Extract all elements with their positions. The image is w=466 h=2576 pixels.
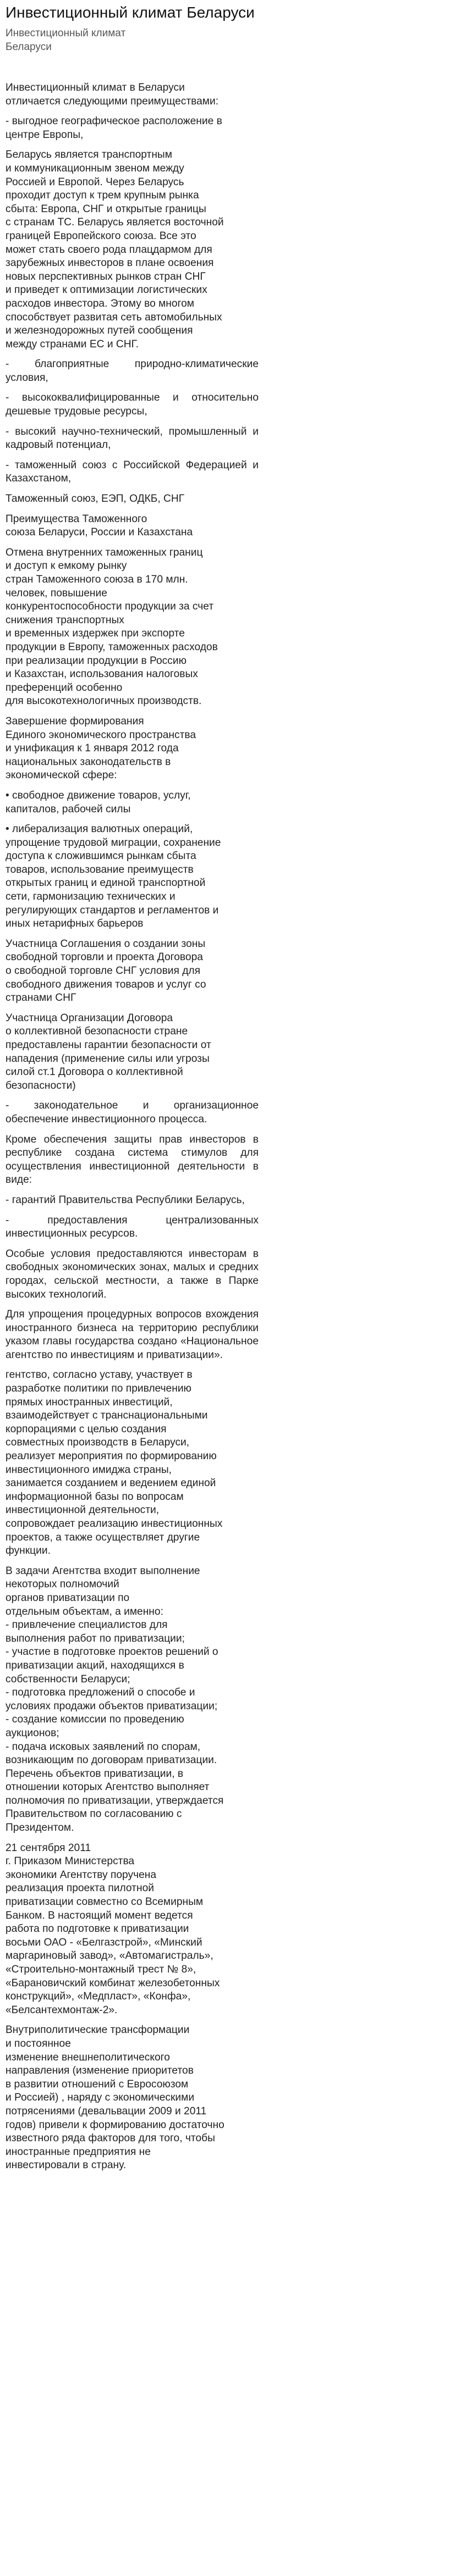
article-paragraph: гентство, согласно уставу, участвует в разработке политики по привлечению прямых иностранных инвестиций, взаимодействует с транснациональными корпорациями с целью создания совместных производств в Беларуси, реализует мероприятия по формированию инвестиционного имиджа страны, занимается созданием и ведением единой информационной базы по вопросам инвестиционной деятельности, сопровождает реализацию инвестиционных проектов, а также осуществляет другие функции.	[6, 1369, 223, 1557]
article-paragraph: Инвестиционный климат в Беларуси отличается следующими преимуществами:	[6, 82, 219, 107]
article-paragraph: • либерализация валютных операций, упрощение трудовой миграции, сохранение доступа к сложившимся рынкам сбыта товаров, использование преимуществ открытых границ и единой транспортной сети, гармонизацию технических и регулирующих стандартов и регламентов и иных нетарифных барьеров	[6, 823, 221, 930]
article-paragraph: Участница Организации Договора о коллективной безопасности стране предоставлены гарантии безопасности от нападения (применение силы или угрозы силой ст.1 Договора о коллективной безопасности)	[6, 1012, 211, 1092]
article-paragraph: Внутриполитические трансформации и постоянное изменение внешнеполитического направления (изменение приоритетов в развитии отношений с Евросоюзом и Россией) , наряду с экономическими потрясениями (девальвации 2009 и 2011 годов) привели к формированию достаточно известного ряда факторов для того, чтобы иностранные предприятия не инвестировали в страну.	[6, 2024, 224, 2171]
page-title: Инвестиционный климат Беларуси	[6, 4, 255, 21]
article-paragraph: 21 сентября 2011 г. Приказом Министерства экономики Агентству поручена реализация проекта пилотной приватизации совместно со Всемирным Банком. В настоящий момент ведется работа по подготовке к приватизации восьми ОАО - «Белгазстрой», «Минский маргариновый завод», «Автомагистраль», «Строительно-монтажный трест № 8», «Барановичский комбинат железобетонных конструкций», «Медпласт», «Конфа», «Белсантехмонтаж-2».	[6, 1842, 220, 2016]
article-paragraph: Преимущества Таможенного союза Беларуси, России и Казахстана	[6, 513, 193, 539]
article-paragraph: - высококвалифицированные и относительно дешевые трудовые ресурсы,	[6, 392, 259, 418]
article-paragraph: - предоставления централизованных инвестиционных ресурсов.	[6, 1214, 259, 1240]
article-paragraph: - высокий научно-технический, промышленный и кадровый потенциал,	[6, 425, 259, 451]
article-paragraph: Для упрощения процедурных вопросов вхождения иностранного бизнеса на территорию республики указом главы государства создано «Национальное агентство по инвестициям и приватизации».	[6, 1309, 259, 1361]
article-paragraph: Отмена внутренних таможенных границ и доступ к емкому рынку стран Таможенного союза в 170 млн. человек, повышение конкурентоспособности продукции за счет снижения транспортных и временных издержек при экспорте продукции в Европу, таможенных расходов при реализации продукции в Россию и Казахстан, использования налоговых преференций особенно для высокотехнологичных производств.	[6, 546, 218, 707]
article-paragraph: • свободное движение товаров, услуг, капиталов, рабочей силы	[6, 789, 191, 815]
article-paragraph: - выгодное географическое расположение в центре Европы,	[6, 115, 222, 141]
article-paragraph: В задачи Агентства входит выполнение некоторых полномочий органов приватизации по отдельным объектам, а именно: - привлечение специалистов для выполнения работ по приватизации; - участие в подготовке проектов решений о приватизации акций, находящихся в собственности Беларуси; - подготовка предложений о способе и условиях продажи объектов приватизации; - создание комиссии по проведению аукционов; - подача исковых заявлений по спорам, возникающим по договорам приватизации. Перечень объектов приватизации, в отношении которых Агентство выполняет полномочия по приватизации, утверждается Правительством по согласованию с Президентом.	[6, 1565, 224, 1834]
article-paragraph: Таможенный союз, ЕЭП, ОДКБ, СНГ	[6, 493, 185, 505]
article-paragraph: - таможенный союз с Российской Федерацией и Казахстаном,	[6, 459, 259, 485]
page-subtitle: Инвестиционный климат Беларуси	[6, 27, 126, 53]
article-paragraph: - гарантий Правительства Республики Беларусь,	[6, 1194, 245, 1206]
article-paragraph: - законодательное и организационное обеспечение инвестиционного процесса.	[6, 1100, 259, 1125]
article-paragraph: - благоприятные природно-климатические условия,	[6, 358, 259, 384]
article-paragraph: Особые условия предоставляются инвесторам в свободных экономических зонах, малых и средних городах, сельской местности, а также в Парке высоких технологий.	[6, 1248, 259, 1300]
article-paragraph: Участница Соглашения о создании зоны свободной торговли и проекта Договора о свободной торговле СНГ условия для свободного движения товаров и услуг со странами СНГ	[6, 938, 206, 1004]
article	[6, 3, 259, 2179]
article-body	[6, 81, 259, 2173]
article-paragraph: Кроме обеспечения защиты прав инвесторов в республике создана система стимулов для осуществления инвестиционной деятельности в виде:	[6, 1133, 259, 1186]
article-paragraph: Беларусь является транспортным и коммуникационным звеном между Россией и Европой. Через Беларусь проходит доступ к трем крупным рынка сбыта: Европа, СНГ и открытые границы с странам ТС. Беларусь является восточной границей Европейского союза. Все это может стать своего рода плацдармом для зарубежных инвесторов в плане освоения новых перспективных рынков стран СНГ и приведет к оптимизации логистических расходов инвестора. Этому во многом способствует развитая сеть автомобильных и железнодорожных путей сообщения между странами ЕС и СНГ.	[6, 149, 224, 350]
article-paragraph: Завершение формирования Единого экономического пространства и унификация к 1 января 2012 года национальных законодательств в экономической сфере:	[6, 715, 196, 782]
